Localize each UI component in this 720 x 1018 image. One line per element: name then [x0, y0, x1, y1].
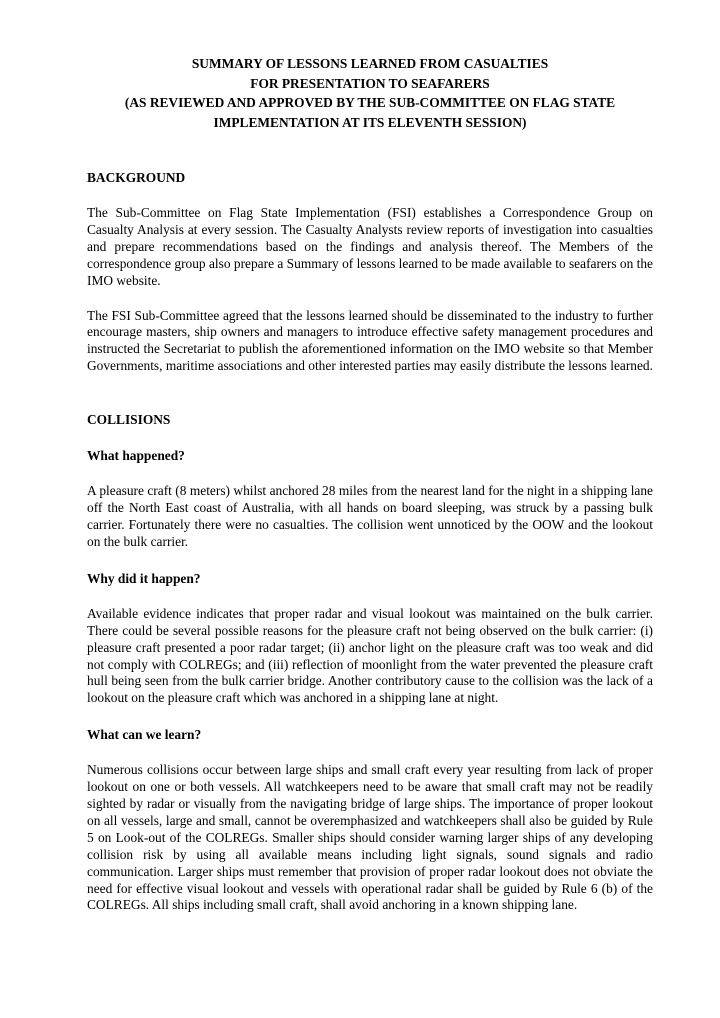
background-paragraph-1: The Sub-Committee on Flag State Implementation (FSI) establishes a Correspondence Group on Casualty Analysis at every session. The Casualty Analysts review reports of investigation into casualties and prepare recommendations based on the findings and analysis thereof. The Members of the correspondence group also prepare a Summary of lessons learned to be made available to seafarers on the IMO website.: [87, 205, 653, 288]
document-title: [87, 54, 653, 132]
title-line-2: FOR PRESENTATION TO SEAFARERS: [250, 75, 490, 91]
why-paragraph: Available evidence indicates that proper radar and visual lookout was maintained on the bulk carrier. There could be several possible reasons for the pleasure craft not being observed on the bulk carrier: (i) pleasure craft presented a poor radar target; (ii) anchor light on the pleasure craft was too weak and did not comply with COLREGs; and (iii) reflection of moonlight from the water prevented the pleasure craft hull being seen from the bulk carrier bridge. Another contributory cause to the collision was the lack of a lookout on the pleasure craft which was anchored in a shipping lane at night.: [87, 605, 653, 706]
learn-heading: What can we learn?: [87, 727, 202, 743]
background-heading: BACKGROUND: [87, 170, 186, 185]
what-happened-paragraph: A pleasure craft (8 meters) whilst anchored 28 miles from the nearest land for the night in a shipping lane off the North East coast of Australia, with all hands on board sleeping, was struck by a passing bulk carrier. Fortunately there were no casualties. The collision went unnoticed by the OOW and the lookout on the bulk carrier.: [87, 483, 653, 549]
title-line-4: IMPLEMENTATION AT ITS ELEVENTH SESSION): [213, 114, 527, 130]
background-paragraph-2: The FSI Sub-Committee agreed that the lessons learned should be disseminated to the industry to further encourage masters, ship owners and managers to introduce effective safety management procedures and instructed the Secretariat to publish the aforementioned information on the IMO website so that Member Governments, maritime associations and other interested parties may easily distribute the lessons learned.: [87, 307, 653, 374]
what-happened-heading: What happened?: [87, 448, 185, 464]
why-heading: Why did it happen?: [87, 570, 201, 586]
title-line-1: SUMMARY OF LESSONS LEARNED FROM CASUALTIES: [191, 56, 549, 71]
learn-paragraph: Numerous collisions occur between large ships and small craft every year resulting from lack of proper lookout on one or both vessels. All watchkeepers need to be aware that small craft may not be readily sighted by radar or visually from the navigating bridge of large ships. The importance of proper lookout on all vessels, large and small, cannot be overemphasized and watchkeepers shall also be guided by Rule 5 on Look-out of the COLREGs. Smaller ships should consider warning larger ships of any developing collision risk by using all available means including light signals, sound signals and radio communication. Larger ships must remember that provision of proper radar lookout does not obviate the need for effective visual lookout and vessels with operational radar shall be guided by Rule 6 (b) of the COLREGs. All ships including small craft, shall avoid anchoring in a known shipping lane.: [87, 762, 653, 913]
document-page: [87, 54, 653, 914]
title-line-3: (AS REVIEWED AND APPROVED BY THE SUB-COMMITTEE ON FLAG STATE: [124, 95, 616, 110]
collisions-heading: COLLISIONS: [87, 412, 171, 428]
